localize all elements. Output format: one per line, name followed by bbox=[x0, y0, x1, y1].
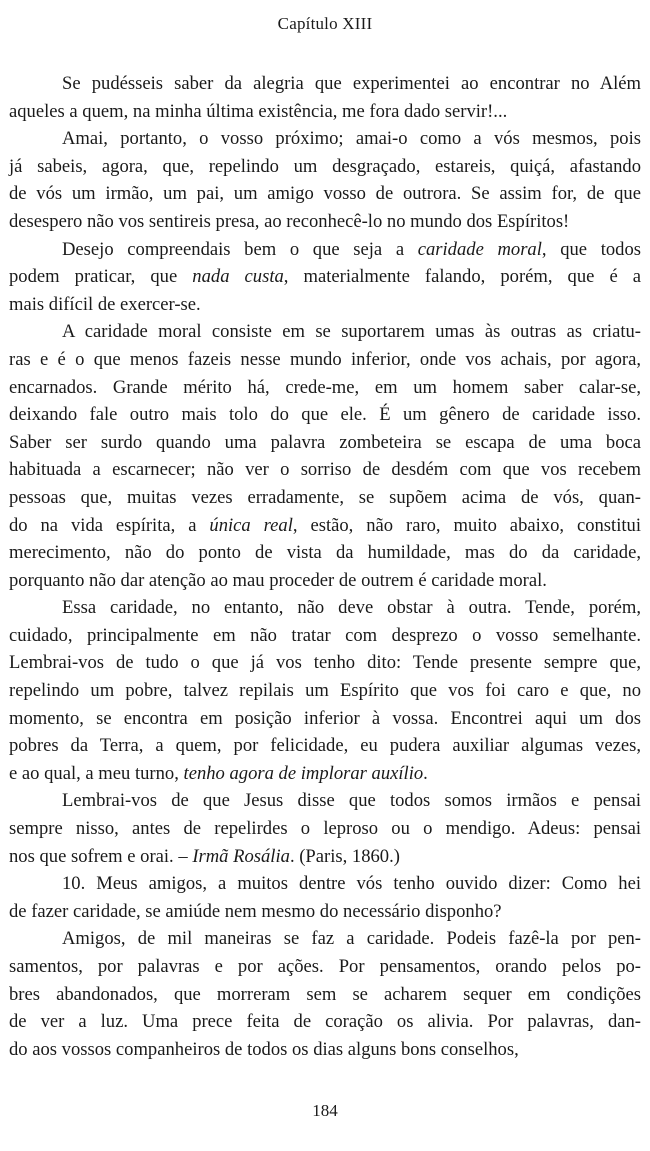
text-segment: Lembrai-vos de tudo o que já vos tenho dito: Tende presente sempre que, bbox=[9, 652, 641, 674]
text-segment: de ver a luz. Uma prece feita de coração os alivia. Por palavras, dan- bbox=[9, 1011, 641, 1033]
text-segment: de vós um irmão, um pai, um amigo vosso de outrora. Se assim for, de que bbox=[9, 183, 641, 205]
paragraph bbox=[9, 318, 641, 594]
paragraph bbox=[9, 70, 641, 125]
paragraph bbox=[9, 594, 641, 787]
text-segment: Saber ser surdo quando uma palavra zombeteira se escapa de uma boca bbox=[9, 431, 641, 453]
paragraph bbox=[9, 870, 641, 925]
text-segment: , materialmente falando, porém, que é a bbox=[283, 266, 642, 288]
text-segment: repelindo um pobre, talvez repilais um Espírito que vos foi caro e que, no bbox=[9, 680, 641, 702]
paragraph bbox=[9, 125, 641, 235]
text-line bbox=[9, 843, 641, 871]
italic-text: única real bbox=[209, 514, 293, 536]
text-segment: porquanto não dar atenção ao mau proceder de outrem é caridade moral. bbox=[9, 569, 547, 591]
text-segment: encarnados. Grande mérito há, crede-me, em um homem saber calar-se, bbox=[9, 376, 641, 398]
text-segment: e ao qual, a meu turno, bbox=[9, 762, 184, 784]
italic-text: tenho agora de implorar auxílio bbox=[183, 762, 424, 784]
text-segment: merecimento, não do ponto de vista da humildade, mas do da caridade, bbox=[9, 542, 641, 564]
text-line bbox=[9, 760, 641, 788]
text-line bbox=[9, 787, 641, 815]
text-segment: pessoas que, muitas vezes erradamente, se supõem acima de vós, quan- bbox=[9, 486, 641, 508]
text-segment: habituada a escarnecer; não ver o sorriso de desdém com que vos recebem bbox=[9, 459, 641, 481]
text-segment: samentos, por palavras e por ações. Por pensamentos, orando pelos po- bbox=[9, 956, 641, 977]
text-line bbox=[9, 539, 641, 567]
text-segment: cuidado, principalmente em não tratar com desprezo o vosso semelhante. bbox=[9, 624, 641, 646]
text-segment: Desejo compreendais bem o que seja a bbox=[62, 238, 418, 260]
text-segment: sempre nisso, antes de repelirdes o leproso ou o mendigo. Adeus: pensai bbox=[9, 818, 641, 840]
chapter-title: Capítulo XIII bbox=[277, 14, 373, 33]
text-line bbox=[9, 953, 641, 981]
text-line bbox=[9, 263, 641, 291]
text-segment: pobres da Terra, a quem, por felicidade, eu pudera auxiliar algumas vezes, bbox=[9, 735, 641, 757]
text-segment: . (Paris, 1860.) bbox=[289, 845, 400, 867]
paragraph bbox=[9, 236, 641, 319]
text-segment: deixando fale outro mais tolo do que ele. É um gênero de caridade isso. bbox=[9, 404, 641, 426]
text-segment: Lembrai-vos de que Jesus disse que todos somos irmãos e pensai bbox=[62, 790, 641, 812]
text-segment: A caridade moral consiste em se suportarem umas às outras as criatu- bbox=[62, 321, 641, 343]
text-line bbox=[9, 98, 641, 126]
text-line bbox=[9, 898, 641, 926]
text-line bbox=[9, 567, 641, 595]
text-line bbox=[9, 180, 641, 208]
text-line bbox=[9, 1008, 641, 1036]
text-line bbox=[9, 429, 641, 457]
text-line bbox=[9, 649, 641, 677]
text-segment: . bbox=[423, 762, 428, 784]
text-line bbox=[9, 925, 641, 953]
text-segment: do na vida espírita, a bbox=[9, 514, 210, 536]
text-line bbox=[9, 346, 641, 374]
text-line bbox=[9, 622, 641, 650]
text-segment: 10. Meus amigos, a muitos dentre vós tenho ouvido dizer: Como hei bbox=[62, 873, 641, 895]
paragraph bbox=[9, 925, 641, 1063]
text-segment: Amigos, de mil maneiras se faz a caridade. Podeis fazê-la por pen- bbox=[62, 928, 641, 950]
text-line bbox=[9, 484, 641, 512]
text-segment: ras e é o que menos fazeis nesse mundo inferior, onde vos achais, por agora, bbox=[9, 348, 641, 370]
text-line bbox=[9, 153, 641, 181]
text-line bbox=[9, 870, 641, 898]
page-body bbox=[9, 70, 641, 1063]
running-header bbox=[0, 14, 650, 34]
text-line bbox=[9, 705, 641, 733]
text-line bbox=[9, 1036, 641, 1064]
text-segment: , que todos bbox=[541, 238, 641, 260]
text-line bbox=[9, 815, 641, 843]
text-segment: desespero não vos sentireis presa, ao reconhecê-lo no mundo dos Espíritos! bbox=[9, 210, 570, 232]
text-line bbox=[9, 512, 641, 540]
text-segment: Amai, portanto, o vosso próximo; amai-o como a vós mesmos, pois bbox=[62, 128, 641, 150]
page-number: 184 bbox=[312, 1101, 338, 1120]
text-line bbox=[9, 677, 641, 705]
italic-text: caridade moral bbox=[417, 238, 542, 260]
text-line bbox=[9, 70, 641, 98]
text-line bbox=[9, 318, 641, 346]
text-segment: Essa caridade, no entanto, não deve obstar à outra. Tende, porém, bbox=[62, 597, 641, 619]
text-segment: de fazer caridade, se amiúde nem mesmo do necessário disponho? bbox=[9, 900, 502, 922]
text-segment: , estão, não raro, muito abaixo, constitui bbox=[292, 514, 641, 536]
text-line bbox=[9, 125, 641, 153]
text-line bbox=[9, 456, 641, 484]
italic-text: nada custa bbox=[192, 266, 284, 288]
text-segment: nos que sofrem e orai. – bbox=[9, 845, 193, 867]
text-line bbox=[9, 374, 641, 402]
text-line bbox=[9, 401, 641, 429]
italic-text: Irmã Rosália bbox=[192, 845, 290, 867]
text-segment: Se pudésseis saber da alegria que experimentei ao encontrar no Além bbox=[62, 73, 641, 94]
text-line bbox=[9, 981, 641, 1009]
paragraph bbox=[9, 787, 641, 870]
text-line bbox=[9, 236, 641, 264]
text-line bbox=[9, 732, 641, 760]
text-segment: momento, se encontra em posição inferior à vossa. Encontrei aqui um dos bbox=[9, 707, 641, 729]
text-segment: já sabeis, agora, que, repelindo um desgraçado, estareis, quiçá, afastando bbox=[9, 155, 641, 177]
text-segment: podem praticar, que bbox=[9, 266, 193, 288]
text-segment: do aos vossos companheiros de todos os dias alguns bons conselhos, bbox=[9, 1038, 519, 1060]
text-segment: aqueles a quem, na minha última existência, me fora dado servir!... bbox=[9, 100, 508, 122]
text-segment: mais difícil de exercer-se. bbox=[9, 293, 201, 315]
text-line bbox=[9, 208, 641, 236]
text-segment: bres abandonados, que morreram sem se acharem sequer em condições bbox=[9, 983, 641, 1005]
text-line bbox=[9, 594, 641, 622]
text-line bbox=[9, 291, 641, 319]
